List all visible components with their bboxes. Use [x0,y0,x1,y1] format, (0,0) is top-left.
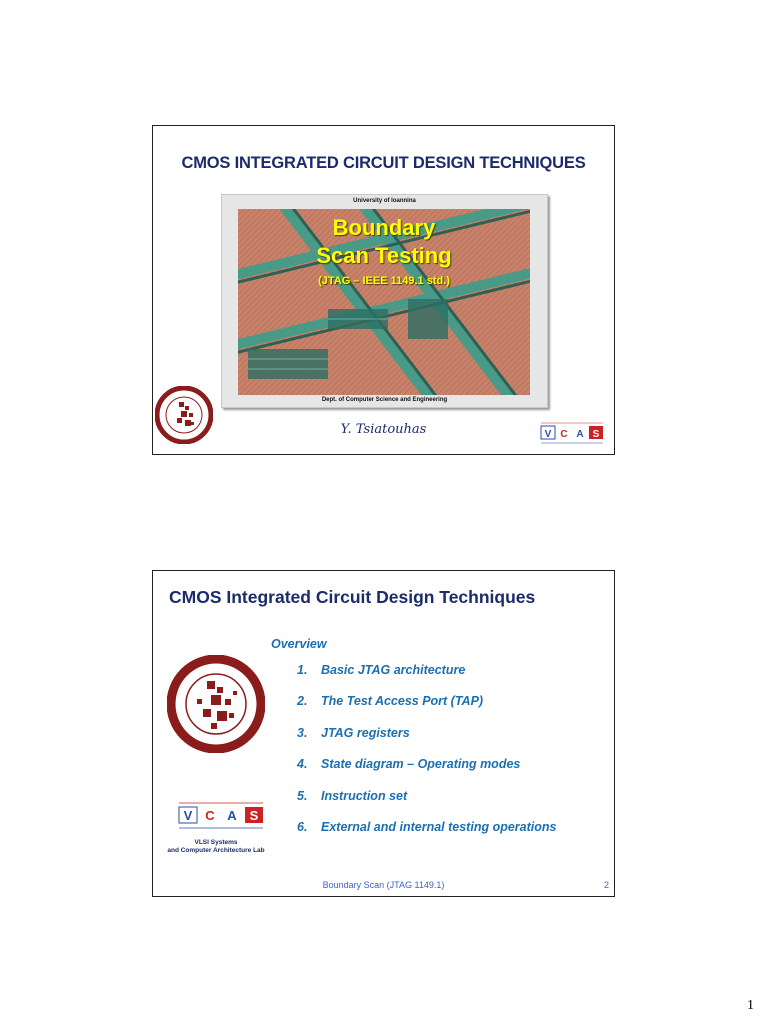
cover-image-frame [221,194,548,408]
svg-text:S: S [592,429,600,440]
svg-text:S: S [249,808,259,823]
overview-item: 6. External and internal testing operations [297,820,557,834]
slide2-title: CMOS Integrated Circuit Design Techniques [169,587,536,607]
overview-heading: Overview [271,637,327,651]
university-seal-logo [155,386,213,449]
overview-item: 3. JTAG registers [297,726,410,740]
vcas-logo [175,797,271,840]
overview-item: 4. State diagram – Operating modes [297,757,521,771]
title-slide [152,125,615,455]
svg-text:A: A [227,808,237,823]
university-seal-logo [167,655,265,758]
cover-heading-line1: Boundary [332,215,436,240]
slide1-title: CMOS INTEGRATED CIRCUIT DESIGN TECHNIQUES [181,154,586,172]
svg-text:V: V [544,429,552,440]
lab-name [161,839,271,855]
document-page-number: 1 [747,998,754,1013]
lab-name-line1: VLSI Systems [194,839,238,846]
svg-text:V: V [183,808,193,823]
lab-name-line2: and Computer Architecture Lab [167,847,265,854]
overview-item: 1. Basic JTAG architecture [297,663,466,677]
cover-heading-line2: Scan Testing [316,243,452,268]
svg-text:C: C [205,808,215,823]
overview-item: 5. Instruction set [297,789,408,803]
department-label: Dept. of Computer Science and Engineering [321,397,448,403]
slide-page-number: 2 [603,880,609,890]
vcas-logo [537,416,609,455]
svg-text:C: C [560,429,568,440]
cover-subheading: (JTAG – IEEE 1149.1 std.) [318,275,450,287]
overview-slide [152,570,615,897]
university-label: University of Ioannina [353,198,416,204]
chip-layout-image [238,209,530,395]
svg-text:A: A [576,429,584,440]
slide-footer: Boundary Scan (JTAG 1149.1) [322,880,445,890]
author-name: Y. Tsiatouhas [340,422,427,437]
overview-item: 2. The Test Access Port (TAP) [297,694,484,708]
